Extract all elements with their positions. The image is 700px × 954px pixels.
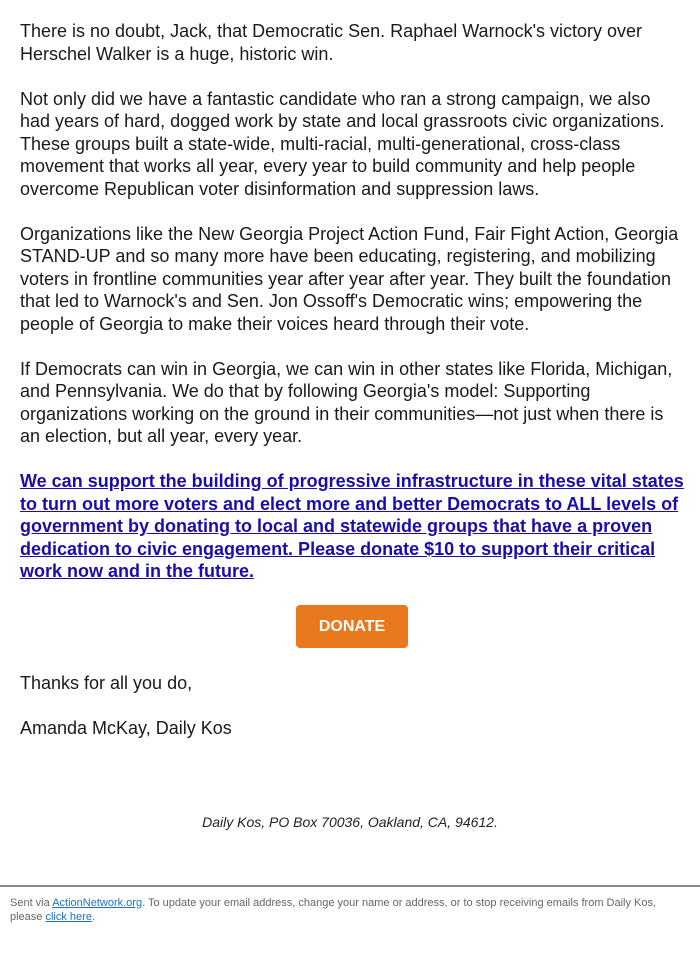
donate-button-container [20, 605, 684, 648]
footer-text [10, 896, 680, 924]
paragraph-other-states: If Democrats can win in Georgia, we can win in other states like Florida, Michigan, and Pennsylvania. We do that by following Georgia's model: Supporting organizations working on the ground in their communities—not just when there is an election, but all year, every year. [20, 358, 673, 446]
email-body [20, 20, 684, 762]
action-network-link[interactable]: ActionNetwork.org [52, 897, 143, 909]
paragraph-grassroots: Not only did we have a fantastic candidate who ran a strong campaign, we also had years of hard, dogged work by state and local grassroots civic organizations. These groups built a state-wide, multi-racial, multi-generational, cross-class movement that works all year, every year to build community and help people overcome Republican voter disinformation and suppression laws. [20, 88, 665, 199]
signoff-thanks: Thanks for all you do, [20, 672, 193, 693]
footer-prefix: Sent via [10, 897, 53, 909]
signoff-signature: Amanda McKay, Daily Kos [20, 717, 232, 738]
mailing-address: Daily Kos, PO Box 70036, Oakland, CA, 94612. [202, 814, 498, 830]
donate-cta-link[interactable]: We can support the building of progressive infrastructure in these vital states to turn out more voters and elect more and better Democrats to ALL levels of government by donating to local and statewide groups that have a proven dedication to civic engagement. Please donate $10 to support their critical work now and in the future. [20, 471, 684, 581]
footer-divider [0, 885, 700, 887]
paragraph-intro: There is no doubt, Jack, that Democratic Sen. Raphael Warnock's victory over Herschel Walker is a huge, historic win. [20, 21, 643, 64]
paragraph-organizations: Organizations like the New Georgia Project Action Fund, Fair Fight Action, Georgia STAND-UP and so many more have been educating, registering, and mobilizing voters in frontline communities year after year after year. They built the foundation that led to Warnock's and Sen. Jon Ossoff's Democratic wins; empowering the people of Georgia to make their voices heard through their vote. [20, 223, 679, 334]
unsubscribe-link[interactable]: click here [45, 911, 92, 923]
footer-middle: . To update your email address, change your name or address, or to stop receiving emails from Daily Kos, please [10, 897, 657, 923]
donate-button[interactable]: DONATE [296, 605, 408, 648]
footer-suffix: . [91, 911, 96, 923]
